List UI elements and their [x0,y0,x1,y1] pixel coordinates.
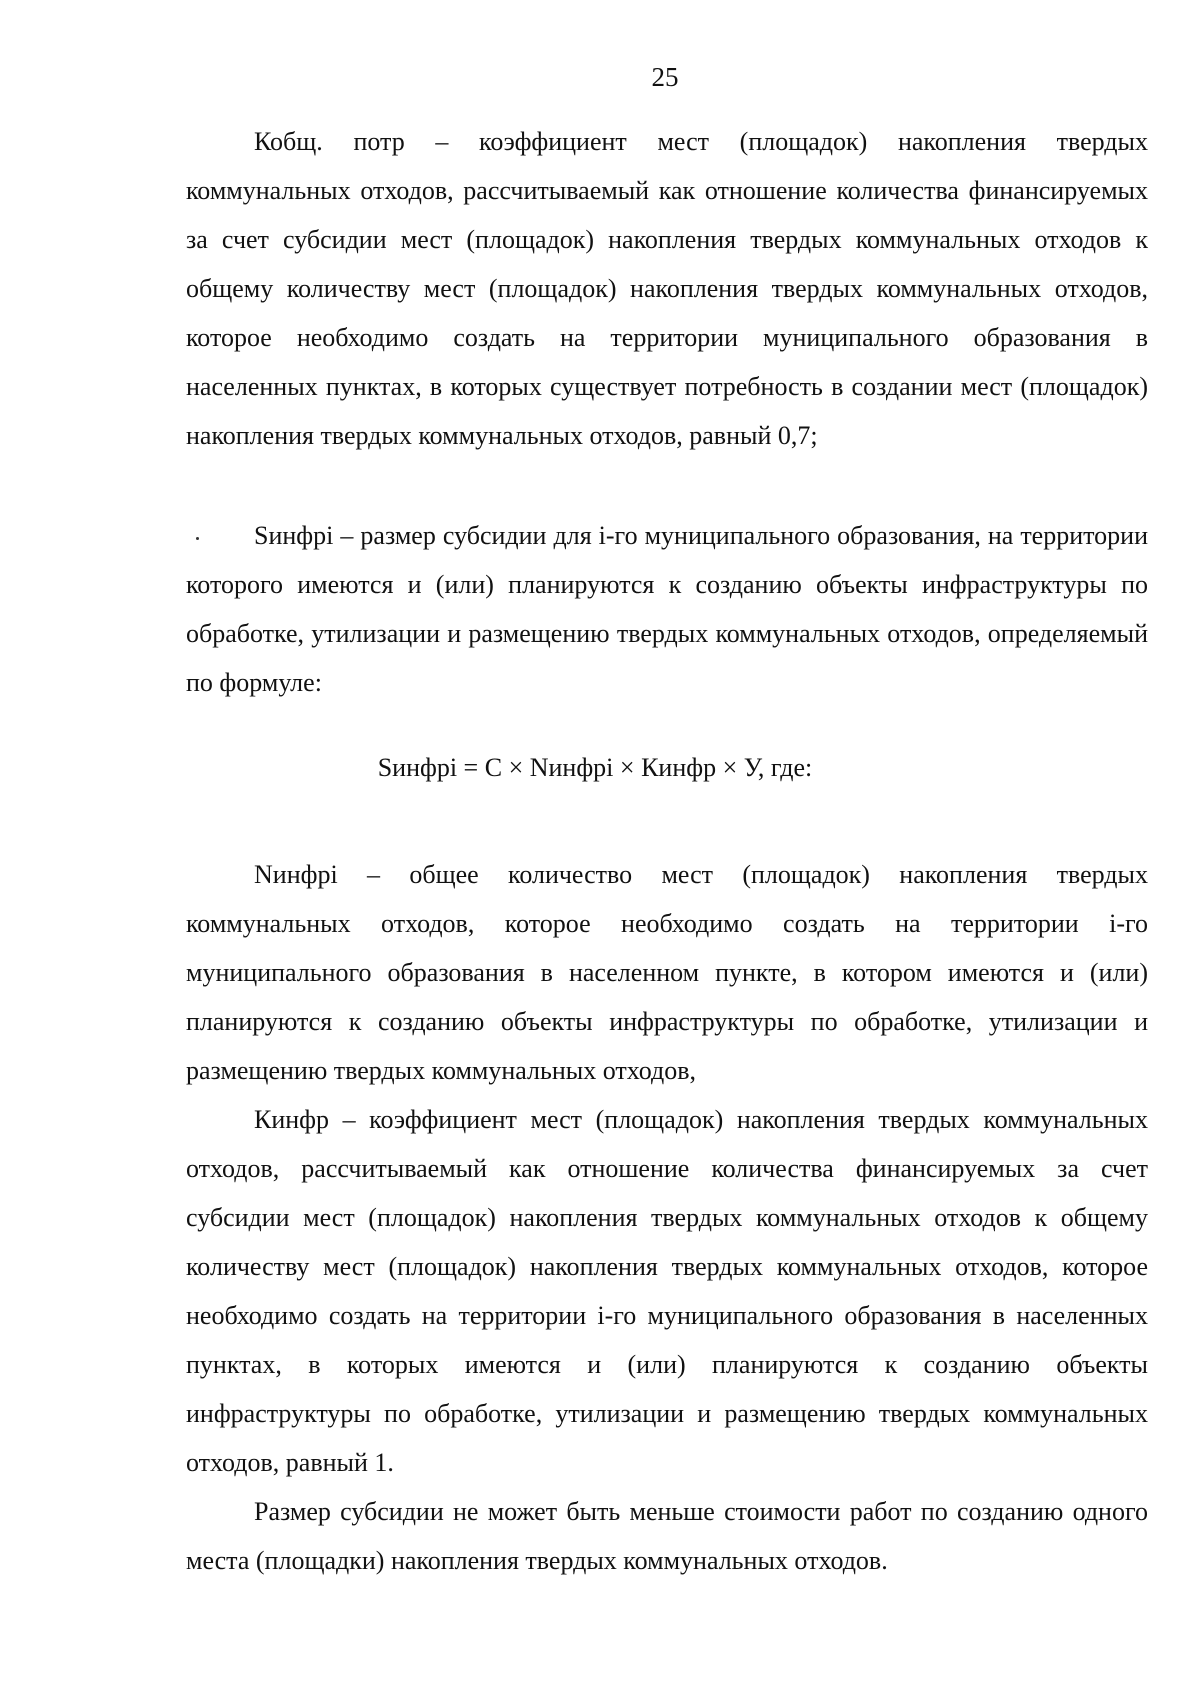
paragraph-text: Sинфрi – размер субсидии для i-го муниципального образования, на территории которого имеются и (или) планируются к созданию объекты инфраструктуры по обработке, утилизации и размещению твердых коммунальных отходов, определяемый по формуле: [186,521,1148,697]
page-number: 25 [651,62,679,92]
paragraph-kobshch-potr [186,117,1148,460]
paragraph-k-infr [186,1095,1148,1487]
formula: Sинфрi = C × Nинфрi × Кинфр × У, где: [377,753,813,782]
paragraph-s-infr [186,511,1148,707]
paragraph-text: Nинфрi – общее количество мест (площадок) накопления твердых коммунальных отходов, которое необходимо создать на территории i-го муниципального образования в населенном пункте, в котором имеются и (или) планируются к созданию объекты инфраструктуры по обработке, утилизации и размещению твердых коммунальных отходов, [186,860,1148,1085]
paragraph-text: Кинфр – коэффициент мест (площадок) накопления твердых коммунальных отходов, рассчитываемый как отношение количества финансируемых за счет субсидии мест (площадок) накопления твердых коммунальных отходов к общему количеству мест (площадок) накопления твердых коммунальных отходов, которое необходимо создать на территории i-го муниципального образования в населенных пунктах, в которых имеются и (или) планируются к созданию объекты инфраструктуры по обработке, утилизации и размещению твердых коммунальных отходов, равный 1. [186,1105,1148,1477]
paragraph-subsidy-minimum [186,1487,1148,1585]
paragraph-text: Размер субсидии не может быть меньше стоимости работ по созданию одного места (площадки) накопления твердых коммунальных отходов. [186,1497,1148,1575]
paragraph-text: Кобщ. потр – коэффициент мест (площадок) накопления твердых коммунальных отходов, рассчитываемый как отношение количества финансируемых за счет субсидии мест (площадок) накопления твердых коммунальных отходов к общему количеству мест (площадок) накопления твердых коммунальных отходов, которое необходимо создать на территории муниципального образования в населенных пунктах, в которых существует потребность в создании мест (площадок) накопления твердых коммунальных отходов, равный 0,7; [186,127,1148,450]
paragraph-n-infr [186,850,1148,1095]
